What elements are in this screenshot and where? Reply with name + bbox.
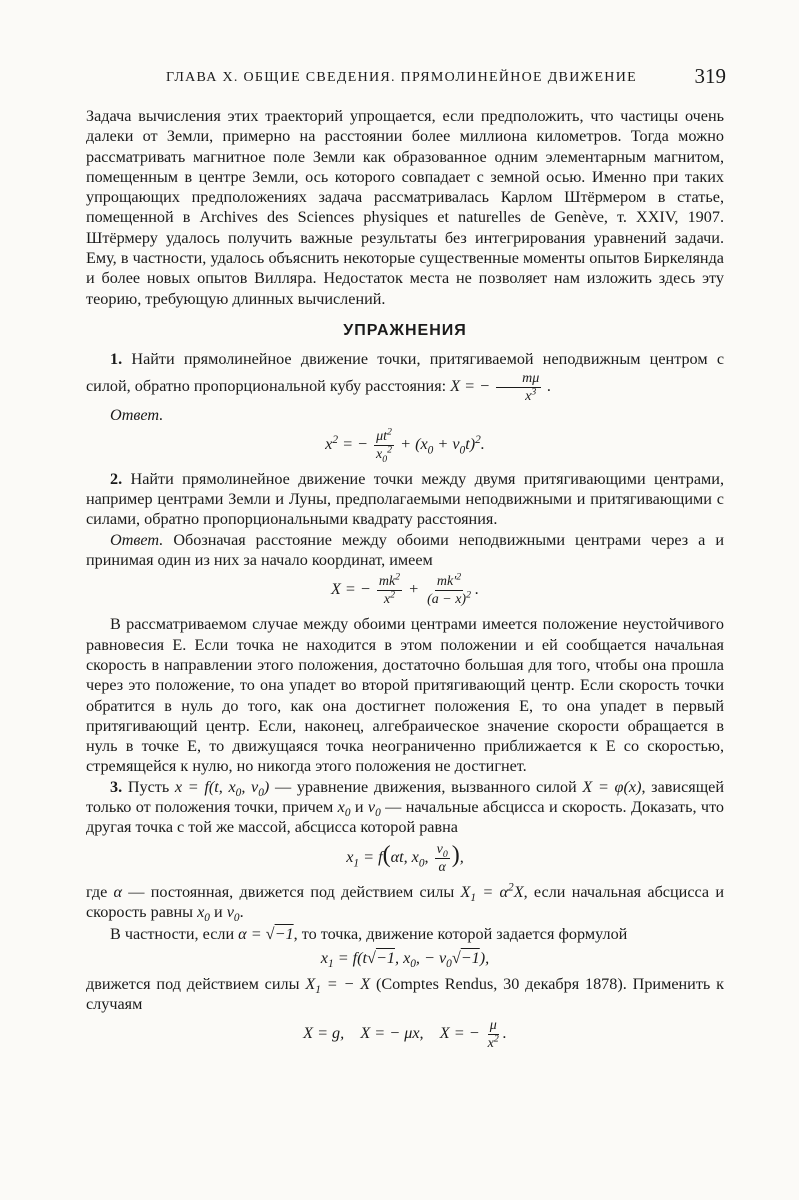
exercise-2-number: 2. (110, 469, 123, 488)
exercise-1-force-formula: X = − $\frac{m\mu}{x^3}$ . (450, 370, 552, 404)
alpha-symbol: α (113, 882, 123, 901)
exercise-3-formula-x1: $x_1 = f(\alpha t$, $x_0$, $\frac{v_0}{\alpha}$ ), (346, 841, 464, 875)
running-title: ГЛАВА X. ОБЩИЕ СВЕДЕНИЯ. ПРЯМОЛИНЕЙНОЕ ДВИЖЕНИЕ (166, 70, 637, 85)
exercise-3-motion-eq: x = f(t, $x_0$, $v_0$) (174, 777, 270, 799)
exercise-3-v0: $v_0$ (367, 798, 381, 820)
exercise-3-after-a: где (86, 882, 108, 901)
exercise-3-claim: где α — постоянная, движется под действием силы $X_1 = \alpha^2X$, если начальная абсцисса и скорость равны $x_0$ и $v_0$. (86, 881, 724, 925)
exercise-3-particular (86, 924, 724, 944)
exercise-1-answer-label: Ответ. (110, 405, 164, 424)
exercise-3-text-b: — уравнение движения, вызванного силой (274, 777, 577, 796)
section-heading: УПРАЖНЕНИЯ (343, 321, 467, 339)
exercise-3-init-x0: $x_0$ (197, 902, 210, 925)
exercise-3-force: X = φ(x) (582, 777, 642, 796)
exercise-2-discussion: В рассматриваемом случае между обоими центрами имеется положение неустойчивого равновесия E. Если точка не находится в этом положении и ей сообщается начальная скорость в направлении этого положения, достаточно большая для того, чтобы она прошла через это положение, то она упадет во второй притягивающий центр. Если скорость точки обратится в нуль до того, как она достигнет положения E, то она упадет в первый притягивающий центр. Если, наконец, алгебраическое значение скорости обращается в нуль в точке E, то движущаяся точка неограниченно приближается к E со скоростью, стремящейся к нулю, но никогда этого положения не достигнет. (86, 615, 724, 776)
exercise-2 (86, 469, 724, 530)
exercise-3-formula-imag: $x_1 = f(t√-1$, $x_0$, − $v_0√-1$), (320, 948, 490, 970)
exercise-2-text: Найти прямолинейное движение точки между двумя притягивающими центрами, например центрами Земли и Луны, предполагаемыми неподвижными и притягивающими с силами, обратно пропорциональными квадрату расстояния. (86, 469, 724, 529)
exercise-1-answer-formula: $x^2$ = − $\frac{\mu t^2}{x_0^2}$ + $(x_0 + v_0t)^2$. (325, 426, 485, 465)
exercise-3-particular-b: , то точка, движение которой задается формулой (293, 925, 628, 944)
page-header (86, 64, 726, 92)
exercise-2-answer-formula: X = − $\frac{mk^2}{x^2}$ + $\frac{mk'^2}{(a - x)^2}$ . (330, 571, 480, 608)
exercise-3-text-d: и (354, 798, 364, 817)
alpha-sqrt: α = √−1 (238, 925, 294, 944)
exercise-1-answer-line (86, 405, 724, 425)
exercise-3-text-a: Пусть (127, 777, 170, 796)
exercise-3-particular-a: В частности, если (110, 925, 235, 944)
exercise-3-x0: $x_0$ (337, 798, 351, 820)
exercise-2-answer-label: Ответ. (110, 530, 164, 549)
page-number: 319 (694, 64, 726, 88)
exercise-3-text-c: , зависящей только от положения точки, причем (86, 777, 725, 817)
exercise-3-force-neg: $X_1$ = − X (305, 974, 371, 997)
exercise-3 (86, 777, 724, 838)
exercise-2-answer (86, 530, 724, 571)
exercise-3-text-e: — начальные абсцисса и скорость. Доказать, что другая точка с той же массой, абсцисса которой равна (86, 798, 725, 837)
exercise-2-answer-text: Обозначая расстояние между обоими неподвижными центрами через a и принимая один из них за начало координат, имеем (86, 530, 724, 570)
exercise-3-cases: X = g, X = − μx, X = − $\frac{\mu}{x^2}$ . (303, 1018, 507, 1052)
exercise-1-number: 1. (110, 350, 123, 369)
intro-paragraph: Задача вычисления этих траекторий упрощается, если предположить, что частицы очень далеки от Земли, примерно на расстоянии более миллиона километров. Тогда можно рассматривать магнитное поле Земли как образованное одним элементарным магнитом, помещенным в центре Земли, ось которого совпадает с земной осью. Именно при таких упрощающих предположениях задача рассматривалась Карлом Штёрмером в статье, помещенной в Archives des Sciences physiques et naturelles de Genève, т. XXIV, 1907. Штёрмеру удалось получить важные результаты без интегрирования уравнений задачи. Ему, в частности, удалось объяснить некоторые существенные моменты опытов Биркелянда и более новых опытов Вилляра. Недостаток места не позволяет нам изложить здесь эту теорию, требующую длинных вычислений. (86, 107, 724, 308)
exercise-3-init-v0: $v_0$ (226, 902, 240, 925)
exercise-3-moves-a: движется под действием силы (86, 974, 300, 993)
exercise-3-after-b: — постоянная, движется под действием силы (128, 882, 455, 901)
exercise-3-force-x1: $X_1 = \alpha^2X$ (460, 881, 524, 904)
exercise-1 (86, 349, 724, 404)
exercise-3-moves-b: (Comptes Rendus, 30 декабря 1878). Применить к случаям (86, 974, 724, 1014)
page-body (86, 106, 724, 1058)
exercise-1-text: Найти прямолинейное движение точки, притягиваемой неподвижным центром с силой, обратно пропорциональной кубу расстояния: (86, 350, 725, 395)
exercise-3-after-c: , если начальная абсцисса и скорость равны (86, 882, 724, 921)
exercise-3-moves (86, 974, 724, 1015)
exercise-3-after-d: и (214, 902, 223, 921)
exercise-3-number: 3. (110, 777, 123, 796)
